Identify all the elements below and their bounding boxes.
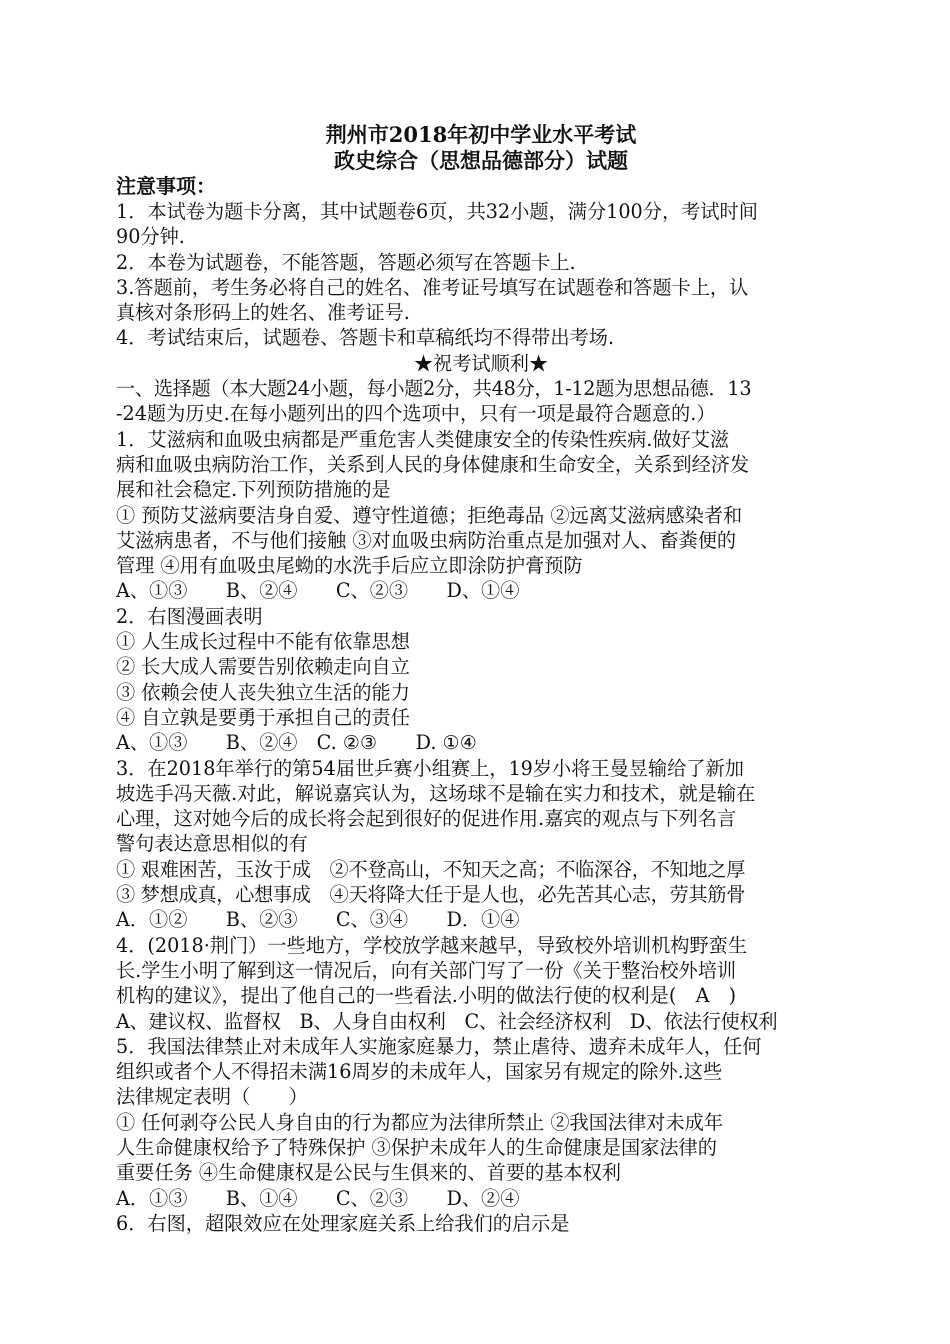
exam-title: 荆州市2018年初中学业水平考试 <box>325 122 637 147</box>
answer-options: A、建议权、监督权 B、人身自由权利 C、社会经济权利 D、依法行使权利 <box>116 1009 778 1033</box>
question-line: 重要任务 ④生命健康权是公民与生俱来的、首要的基本权利 <box>116 1161 621 1185</box>
question-line: 管理 ④用有血吸虫尾蚴的水洗手后应立即涂防护膏预防 <box>116 554 583 578</box>
question-line: 展和社会稳定.下列预防措施的是 <box>116 478 391 502</box>
section-intro <box>116 376 846 427</box>
question-line: 病和血吸虫病防治工作，关系到人民的身体健康和生命安全，关系到经济发 <box>116 452 750 476</box>
question-line: ① 任何剥夺公民人身自由的行为都应为法律所禁止 ②我国法律对未成年 <box>116 1110 724 1134</box>
question-line: 法律规定表明（ ） <box>116 1085 308 1109</box>
notice-line: 2．本卷为试题卷，不能答题，答题必须写在答题卡上. <box>116 250 576 274</box>
notice-line: 4．考试结束后，试题卷、答题卡和草稿纸均不得带出考场. <box>116 326 614 350</box>
question-line: 警句表达意思相似的有 <box>116 832 308 856</box>
question-5 <box>116 1034 846 1211</box>
notice-line: 90分钟. <box>116 225 185 249</box>
answer-options: A．①② B、②③ C、③④ D．①④ <box>116 908 520 932</box>
question-line: 2．右图漫画表明 <box>116 604 263 628</box>
question-line: ① 艰难困苦，玉汝于成 ②不登高山，不知天之高；不临深谷，不知地之厚 <box>116 857 746 881</box>
notice-line: 3.答题前，考生务必将自己的姓名、准考证号填写在试题卷和答题卡上，认 <box>116 275 749 299</box>
notice-line: 1．本试卷为题卡分离，其中试题卷6页，共32小题，满分100分，考试时间 <box>116 200 758 223</box>
question-line: 人生命健康权给予了特殊保护 ③保护未成年人的生命健康是国家法律的 <box>116 1135 717 1159</box>
question-line: 组织或者个人不得招未满16周岁的未成年人，国家另有规定的除外.这些 <box>116 1060 723 1084</box>
answer-options: A．①③ B、①④ C、②③ D、②④ <box>116 1186 520 1210</box>
question-line: ③ 梦想成真，心想事成 ④天将降大任于是人也，必先苦其心志，劳其筋骨 <box>116 883 746 907</box>
question-line: 1．艾滋病和血吸虫病都是严重危害人类健康安全的传染性疾病.做好艾滋 <box>116 427 730 451</box>
notice-list <box>116 199 846 351</box>
question-line: 艾滋病患者，不与他们接触 ③对血吸虫病防治重点是加强对人、畜粪便的 <box>116 528 737 552</box>
question-2 <box>116 604 846 756</box>
blessing-line: ★祝考试顺利★ <box>413 351 549 375</box>
question-line: 坡选手冯天薇.对此，解说嘉宾认为，这场球不是输在实力和技术，就是输在 <box>116 781 756 805</box>
question-4 <box>116 933 846 1034</box>
question-line: ② 长大成人需要告别依赖走向自立 <box>116 655 410 679</box>
notice-heading: 注意事项： <box>116 174 216 198</box>
question-6 <box>116 1211 846 1236</box>
question-line: 心理，这对她今后的成长将会起到很好的促进作用.嘉宾的观点与下列名言 <box>116 807 737 831</box>
question-line: 4．(2018·荆门）一些地方，学校放学越来越早，导致校外培训机构野蛮生 <box>116 933 748 957</box>
question-line: 长.学生小明了解到这一情况后，向有关部门写了一份《关于整治校外培训 <box>116 958 737 982</box>
exam-subtitle: 政史综合（思想品德部分）试题 <box>334 148 628 173</box>
exam-page <box>116 122 846 1236</box>
question-line: 3．在2018年举行的第54届世乒赛小组赛上，19岁小将王曼昱输给了新加 <box>116 756 744 780</box>
section-line: -24题为历史.在每小题列出的四个选项中，只有一项是最符合题意的.） <box>116 402 716 426</box>
question-line: ③ 依赖会使人丧失独立生活的能力 <box>116 680 410 704</box>
question-line: 5．我国法律禁止对未成年人实施家庭暴力，禁止虐待、遗弃未成年人，任何 <box>116 1034 762 1058</box>
notice-line: 真核对条形码上的姓名、准考证号. <box>116 301 410 325</box>
question-line: ④ 自立孰是要勇于承担自己的责任 <box>116 705 410 729</box>
question-3 <box>116 756 846 933</box>
question-1 <box>116 427 846 604</box>
question-line: 机构的建议》，提出了他自己的一些看法.小明的做法行使的权利是( A ) <box>116 984 737 1008</box>
question-line: ① 人生成长过程中不能有依靠思想 <box>116 630 410 654</box>
question-line: ① 预防艾滋病要洁身自爱、遵守性道德；拒绝毒品 ②远离艾滋病感染者和 <box>116 503 743 527</box>
section-line: 一、选择题（本大题24小题，每小题2分，共48分，1-12题为思想品德．13 <box>116 377 752 401</box>
answer-options: A、①③ B、②④ C、②③ D、①④ <box>116 579 520 603</box>
answer-options: A、①③ B、②④ C. ②③ D. ①④ <box>116 731 477 755</box>
question-line: 6．右图，超限效应在处理家庭关系上给我们的启示是 <box>116 1211 570 1235</box>
